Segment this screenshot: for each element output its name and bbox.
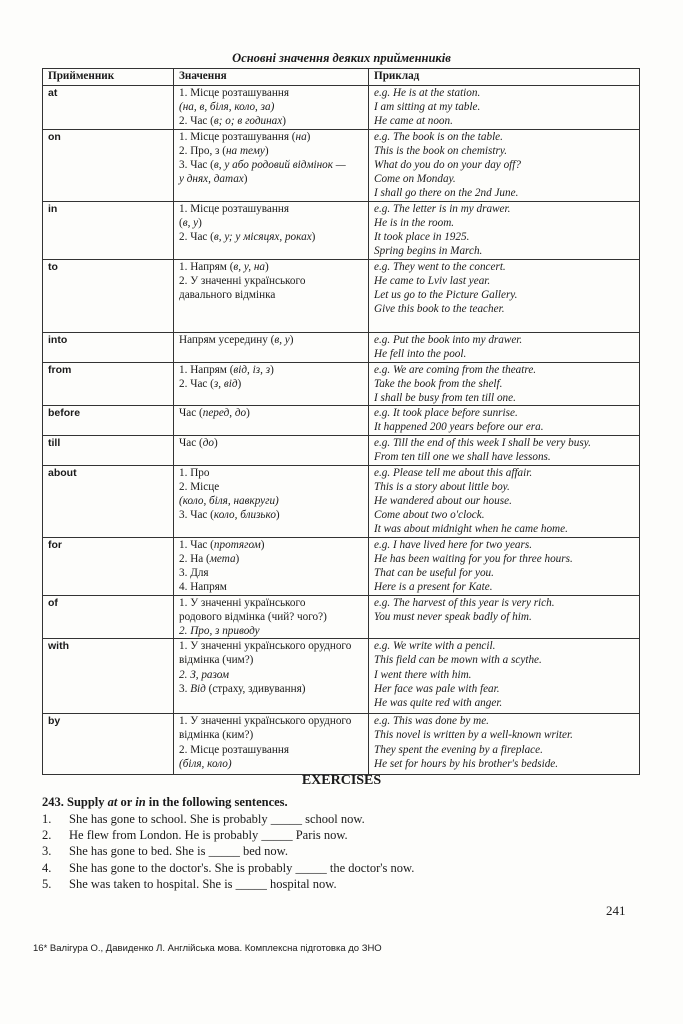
- table-row: [43, 595, 640, 639]
- example-line: e.g. He is at the station.: [374, 87, 481, 99]
- preposition-cell: on: [43, 129, 174, 201]
- exercise-item: [42, 843, 414, 859]
- preposition-cell: in: [43, 201, 174, 259]
- meaning-segment: ): [246, 407, 250, 420]
- meaning-segment: 2. З, разом: [179, 668, 230, 681]
- example-line: He was quite red with anger.: [374, 697, 503, 710]
- example-cell: [369, 639, 640, 714]
- example-line: e.g. The letter is in my drawer.: [374, 202, 511, 215]
- meaning-line: [179, 130, 363, 144]
- example-line: e.g. We are coming from the theatre.: [374, 363, 537, 376]
- example-line: This field can be mown with a scythe.: [374, 654, 542, 667]
- meaning-segment: Час (: [179, 407, 203, 420]
- header-meaning: Значення: [174, 69, 369, 86]
- meaning-segment: 2. У значенні українського: [179, 274, 306, 287]
- meaning-line: [179, 100, 363, 114]
- exercise-sentence: She has gone to school. She is probably _____ school now.: [69, 812, 365, 826]
- meaning-line: [179, 714, 363, 728]
- meaning-segment: в, у; у місяцях, роках: [213, 231, 312, 244]
- meaning-line: [179, 552, 363, 566]
- meaning-segment: 1. Місце розташування (: [179, 130, 296, 143]
- meaning-segment: давального відмінка: [179, 289, 276, 302]
- preposition-cell: into: [43, 332, 174, 362]
- meaning-line: [179, 288, 363, 302]
- example-line: That can be useful for you.: [374, 567, 494, 580]
- example-line: This novel is written by a well-known writer.: [374, 729, 573, 742]
- exercise-sentence: She has gone to the doctor's. She is probably _____ the doctor's now.: [69, 860, 415, 875]
- meaning-segment: протягом: [213, 538, 261, 551]
- meaning-line: [179, 114, 363, 128]
- meaning-line: [179, 144, 363, 158]
- meaning-line: [179, 566, 363, 580]
- table-row: [43, 435, 640, 465]
- example-line: e.g. They went to the concert.: [374, 260, 506, 273]
- meaning-segment: 2. Час (: [179, 231, 214, 244]
- table-row: [43, 86, 640, 130]
- example-line: They spent the evening by a fireplace.: [374, 743, 543, 756]
- meaning-cell: [174, 435, 369, 465]
- footer-citation: 16* Валігура О., Давиденко Л. Англійська мова. Комплексна підготовка до ЗНО: [33, 943, 382, 954]
- meaning-segment: 2. Про, з (: [179, 144, 226, 157]
- preposition-cell: till: [43, 435, 174, 465]
- meaning-line: [179, 494, 363, 508]
- example-line: Let us go to the Picture Gallery.: [374, 289, 518, 302]
- exercise-list: [42, 811, 414, 892]
- meaning-segment: 3. Час (: [179, 159, 214, 172]
- example-line: Here is a present for Kate.: [374, 581, 493, 594]
- meaning-segment: ): [237, 377, 242, 390]
- meaning-segment: в, у, на: [233, 260, 266, 273]
- example-line: e.g. It took place before sunrise.: [374, 407, 518, 420]
- meaning-segment: в, у: [274, 333, 290, 346]
- example-cell: [369, 714, 640, 775]
- exercise-number: 3.: [42, 844, 52, 859]
- example-line: Come on Monday.: [374, 173, 456, 186]
- example-cell: [369, 435, 640, 465]
- exercise-item: [42, 827, 414, 843]
- example-line: From ten till one we shall have lessons.: [374, 450, 551, 463]
- prepositions-table: [42, 68, 640, 775]
- meaning-line: [179, 86, 363, 100]
- exercise-sentence: She was taken to hospital. She is _____ hospital now.: [69, 876, 337, 891]
- preposition-cell: at: [43, 86, 174, 130]
- meaning-line: [179, 653, 363, 667]
- header-preposition: Прийменник: [43, 69, 174, 86]
- example-line: e.g. Please tell me about this affair.: [374, 466, 533, 479]
- table-row: [43, 129, 640, 201]
- example-cell: [369, 332, 640, 362]
- example-line: e.g. The book is on the table.: [374, 130, 503, 143]
- meaning-line: [179, 406, 363, 420]
- example-line: Come about two o'clock.: [374, 509, 485, 522]
- exercise-task: [42, 795, 288, 810]
- meaning-segment: ): [311, 231, 316, 244]
- meaning-line: [179, 230, 363, 244]
- meaning-line: [179, 610, 363, 624]
- table-row: [43, 259, 640, 332]
- example-line: I am sitting at my table.: [374, 101, 481, 114]
- example-line: He fell into the pool.: [374, 347, 467, 360]
- meaning-line: [179, 260, 363, 274]
- meaning-segment: у днях, датах: [179, 173, 244, 186]
- header-example: Приклад: [369, 69, 640, 86]
- meaning-cell: [174, 595, 369, 639]
- preposition-cell: by: [43, 714, 174, 775]
- meaning-segment: Напрям усередину (: [179, 333, 275, 346]
- meaning-segment: (: [179, 216, 183, 229]
- exercise-sentence: She has gone to bed. She is _____ bed now.: [69, 844, 288, 859]
- meaning-segment: ): [306, 130, 311, 143]
- meaning-segment: 1. Напрям (: [179, 363, 234, 376]
- example-cell: [369, 362, 640, 406]
- meaning-line: [179, 274, 363, 288]
- meaning-segment: 2. Місце розташування: [179, 743, 289, 756]
- meaning-line: [179, 216, 363, 230]
- meaning-segment: ): [243, 173, 248, 186]
- exercise-item: [42, 860, 414, 876]
- preposition-cell: for: [43, 537, 174, 595]
- example-line: This is a story about little boy.: [374, 480, 510, 493]
- table-row: [43, 714, 640, 775]
- meaning-line: [179, 377, 363, 391]
- meaning-line: [179, 580, 363, 594]
- exercise-task-text: 243. Supply at or in in the following sentences.: [42, 795, 288, 809]
- example-line: He is in the room.: [374, 216, 455, 229]
- preposition-cell: of: [43, 595, 174, 639]
- example-cell: [369, 465, 640, 537]
- meaning-segment: ): [289, 333, 294, 346]
- meaning-segment: 3.: [179, 682, 191, 695]
- example-cell: [369, 86, 640, 130]
- example-line: He set for hours by his brother's bedside.: [374, 757, 559, 770]
- preposition-cell: to: [43, 259, 174, 332]
- meaning-segment: на тему: [226, 144, 265, 157]
- meaning-segment: 1. Про: [179, 466, 210, 479]
- meaning-line: [179, 682, 363, 696]
- meaning-line: [179, 172, 363, 186]
- example-line: Take the book from the shelf.: [374, 377, 503, 390]
- meaning-cell: [174, 201, 369, 259]
- meaning-segment: ): [235, 552, 240, 565]
- meaning-line: [179, 363, 363, 377]
- meaning-cell: [174, 639, 369, 714]
- meaning-segment: 3. Час (: [179, 509, 214, 522]
- meaning-segment: ): [265, 260, 269, 273]
- exercise-item: [42, 876, 414, 892]
- meaning-line: [179, 436, 363, 450]
- meaning-segment: (на, в, біля, коло, за): [179, 101, 275, 114]
- exercise-item: [42, 811, 414, 827]
- meaning-segment: до: [202, 436, 214, 449]
- meaning-segment: в; о; в годинах: [213, 115, 283, 128]
- table-row: [43, 537, 640, 595]
- meaning-segment: (біля, коло): [179, 757, 232, 770]
- exercise-number: 4.: [42, 860, 52, 875]
- example-line: It happened 200 years before our era.: [374, 421, 544, 434]
- example-line: Her face was pale with fear.: [374, 682, 500, 695]
- meaning-line: [179, 466, 363, 480]
- example-line: He came to Lviv last year.: [374, 274, 491, 287]
- example-line: He came at noon.: [374, 115, 453, 128]
- meaning-segment: Час (: [179, 436, 203, 449]
- meaning-line: [179, 743, 363, 757]
- meaning-line: [179, 668, 363, 682]
- example-cell: [369, 201, 640, 259]
- meaning-segment: 2. Місце: [179, 480, 220, 493]
- meaning-segment: 2. Час (: [179, 115, 214, 128]
- meaning-cell: [174, 86, 369, 130]
- meaning-segment: ): [260, 538, 265, 551]
- table-row: [43, 465, 640, 537]
- meaning-cell: [174, 406, 369, 435]
- meaning-segment: ): [282, 115, 286, 128]
- meaning-line: [179, 158, 363, 172]
- example-cell: [369, 259, 640, 332]
- meaning-segment: мета: [209, 552, 236, 565]
- example-line: e.g. Put the book into my drawer.: [374, 333, 523, 346]
- example-line: e.g. The harvest of this year is very rich.: [374, 596, 555, 609]
- meaning-segment: 2. Про, з приводу: [179, 625, 260, 638]
- example-cell: [369, 537, 640, 595]
- meaning-segment: 1. Місце розташування: [179, 202, 289, 215]
- meaning-line: [179, 757, 363, 771]
- example-cell: [369, 129, 640, 201]
- example-line: This is the book on chemistry.: [374, 144, 507, 157]
- exercise-sentence: He flew from London. He is probably _____ Paris now.: [69, 828, 348, 843]
- meaning-line: [179, 202, 363, 216]
- example-line: You must never speak badly of him.: [374, 610, 532, 623]
- meaning-segment: ): [214, 436, 218, 449]
- meaning-cell: [174, 332, 369, 362]
- meaning-line: [179, 639, 363, 653]
- exercise-number: 5.: [42, 876, 52, 891]
- meaning-line: [179, 538, 363, 552]
- table-row: [43, 201, 640, 259]
- example-line: Spring begins in March.: [374, 245, 483, 258]
- example-cell: [369, 595, 640, 639]
- table-row: [43, 639, 640, 714]
- exercise-number: 1.: [42, 812, 52, 826]
- meaning-segment: 1. Час (: [179, 538, 214, 551]
- meaning-segment: 2. Час (: [179, 377, 214, 390]
- example-line: e.g. I have lived here for two years.: [374, 538, 533, 551]
- example-line: I shall be busy from ten till one.: [374, 392, 516, 405]
- meaning-cell: [174, 465, 369, 537]
- meaning-line: [179, 596, 363, 610]
- table-row: [43, 406, 640, 435]
- meaning-cell: [174, 714, 369, 775]
- meaning-segment: з, від: [213, 377, 238, 390]
- meaning-segment: 1. Напрям (: [179, 260, 234, 273]
- table-row: [43, 362, 640, 406]
- meaning-segment: в, у: [182, 216, 199, 229]
- example-line: It took place in 1925.: [374, 231, 470, 244]
- meaning-segment: (страху, здивування): [205, 682, 306, 695]
- exercises-heading: EXERCISES: [301, 773, 382, 788]
- example-cell: [369, 406, 640, 435]
- meaning-segment: 2. На (: [179, 552, 210, 565]
- meaning-segment: ): [198, 216, 202, 229]
- meaning-line: [179, 624, 363, 638]
- meaning-line: [179, 508, 363, 522]
- example-line: e.g. This was done by me.: [374, 715, 489, 728]
- meaning-segment: 1. У значенні українського: [179, 596, 306, 609]
- meaning-segment: ): [275, 509, 280, 522]
- meaning-cell: [174, 362, 369, 406]
- meaning-cell: [174, 537, 369, 595]
- exercise-number: 2.: [42, 828, 52, 843]
- meaning-segment: перед, до: [202, 407, 247, 420]
- example-line: It was about midnight when he came home.: [374, 523, 568, 536]
- meaning-cell: [174, 129, 369, 201]
- meaning-segment: на: [295, 130, 307, 143]
- table-row: [43, 332, 640, 362]
- table-title: Основні значення деяких прийменників: [232, 51, 451, 65]
- meaning-segment: в, у або родовий відмінок —: [213, 159, 346, 172]
- meaning-segment: родового відмінка (чий? чого?): [179, 610, 327, 623]
- meaning-segment: Від: [190, 682, 206, 695]
- meaning-line: [179, 728, 363, 742]
- meaning-line: [179, 333, 363, 347]
- preposition-cell: before: [43, 406, 174, 435]
- example-line: I went there with him.: [374, 668, 472, 681]
- meaning-line: [179, 480, 363, 494]
- meaning-cell: [174, 259, 369, 332]
- meaning-segment: ): [270, 363, 274, 376]
- meaning-segment: ): [264, 144, 269, 157]
- example-line: e.g. We write with a pencil.: [374, 640, 496, 653]
- example-line: He wandered about our house.: [374, 495, 512, 508]
- meaning-segment: 1. Місце розташування: [179, 87, 289, 99]
- preposition-cell: with: [43, 639, 174, 714]
- example-line: I shall go there on the 2nd June.: [374, 187, 519, 200]
- example-line: What do you do on your day off?: [374, 159, 521, 172]
- example-line: e.g. Till the end of this week I shall be very busy.: [374, 436, 591, 449]
- meaning-segment: (коло, біля, навкруги): [179, 495, 279, 508]
- meaning-segment: 1. У значенні українського орудного: [179, 640, 352, 653]
- meaning-segment: від, із, з: [233, 363, 271, 376]
- meaning-segment: 1. У значенні українського орудного: [179, 715, 352, 728]
- preposition-cell: from: [43, 362, 174, 406]
- preposition-cell: about: [43, 465, 174, 537]
- example-line: He has been waiting for you for three hours.: [374, 552, 573, 565]
- meaning-segment: відмінка (ким?): [179, 729, 254, 742]
- meaning-segment: 3. Для: [179, 567, 209, 580]
- table-header-row: [43, 69, 640, 86]
- page-number: 241: [606, 903, 626, 918]
- meaning-segment: відмінка (чим?): [179, 654, 254, 667]
- meaning-segment: 4. Напрям: [179, 581, 227, 594]
- meaning-segment: коло, близько: [213, 509, 276, 522]
- example-line: Give this book to the teacher.: [374, 303, 505, 316]
